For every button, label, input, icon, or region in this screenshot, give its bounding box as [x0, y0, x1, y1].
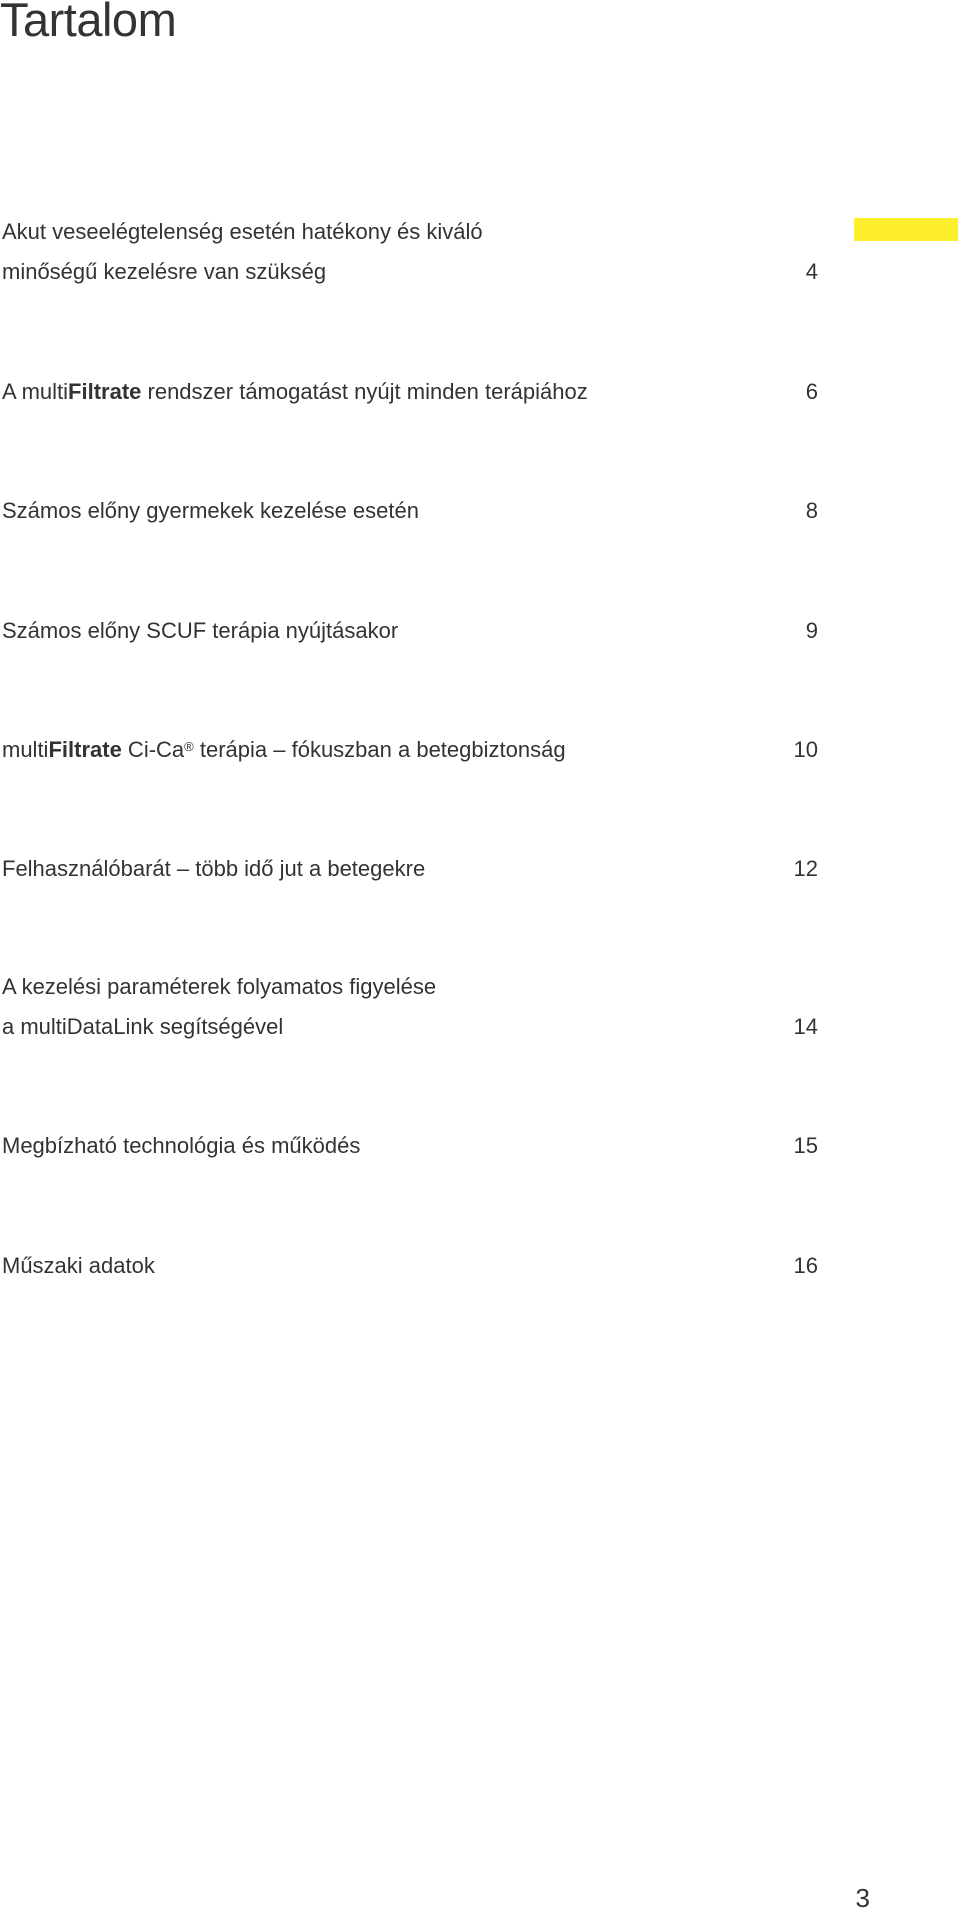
toc-entry-1 — [2, 212, 818, 292]
toc-entry-title-prefix: A multi — [2, 379, 69, 404]
toc-entry-title: Műszaki adatok — [2, 1253, 155, 1278]
toc-entry-title-suffix: rendszer támogatást nyújt minden terápiához — [141, 379, 588, 404]
toc-entry-page: 14 — [793, 1014, 818, 1039]
toc-entry-page: 16 — [793, 1253, 818, 1278]
toc-entry-title-prefix: multi — [2, 737, 49, 762]
toc-entry-title-line-2: minőségű kezelésre van szükség — [2, 259, 327, 284]
toc-entry-title — [2, 730, 742, 770]
toc-entry-title: Számos előny SCUF terápia nyújtásakor — [2, 618, 399, 643]
toc-entry-title: Számos előny gyermekek kezelése esetén — [2, 498, 419, 523]
page-number: 3 — [855, 1883, 870, 1913]
toc-entry-page: 4 — [805, 259, 818, 284]
toc-entry-page: 8 — [805, 498, 818, 523]
toc-entry-8 — [2, 1126, 818, 1166]
toc-entry-4 — [2, 611, 818, 651]
registered-mark: ® — [184, 739, 194, 754]
toc-entry-title-suffix: terápia – fókuszban a betegbiztonság — [193, 737, 566, 762]
toc-entry-page: 12 — [793, 856, 818, 881]
toc-entry-title-mid: Ci-Ca — [121, 737, 185, 762]
toc-entry-9 — [2, 1246, 818, 1286]
toc-entry-6 — [2, 849, 818, 889]
toc-entry-title-line-1: A kezelési paraméterek folyamatos figyelése — [2, 974, 437, 999]
page-title: Tartalom — [0, 0, 177, 46]
toc-entry-page: 15 — [793, 1133, 818, 1158]
toc-entry-7 — [2, 967, 818, 1047]
toc-entry-page: 6 — [805, 379, 818, 404]
toc-entry-title-line-2: a multiDataLink segítségével — [2, 1014, 284, 1039]
toc-entry-title: Megbízható technológia és működés — [2, 1133, 361, 1158]
toc-entry-title — [2, 967, 742, 1047]
brand-name-bold: Filtrate — [48, 737, 122, 762]
toc-entry-title-line-1: Akut veseelégtelenség esetén hatékony és kiváló — [2, 219, 483, 244]
toc-entry-title — [2, 372, 742, 412]
toc-entry-title: Felhasználóbarát – több idő jut a betegekre — [2, 856, 426, 881]
brand-name-bold: Filtrate — [68, 379, 142, 404]
yellow-accent-bar — [854, 218, 958, 241]
toc-entry-5 — [2, 730, 818, 770]
toc-entry-page: 9 — [805, 618, 818, 643]
toc-entry-2 — [2, 372, 818, 412]
toc-entry-title — [2, 212, 742, 292]
toc-entry-page: 10 — [793, 737, 818, 762]
toc-entry-3 — [2, 491, 818, 531]
